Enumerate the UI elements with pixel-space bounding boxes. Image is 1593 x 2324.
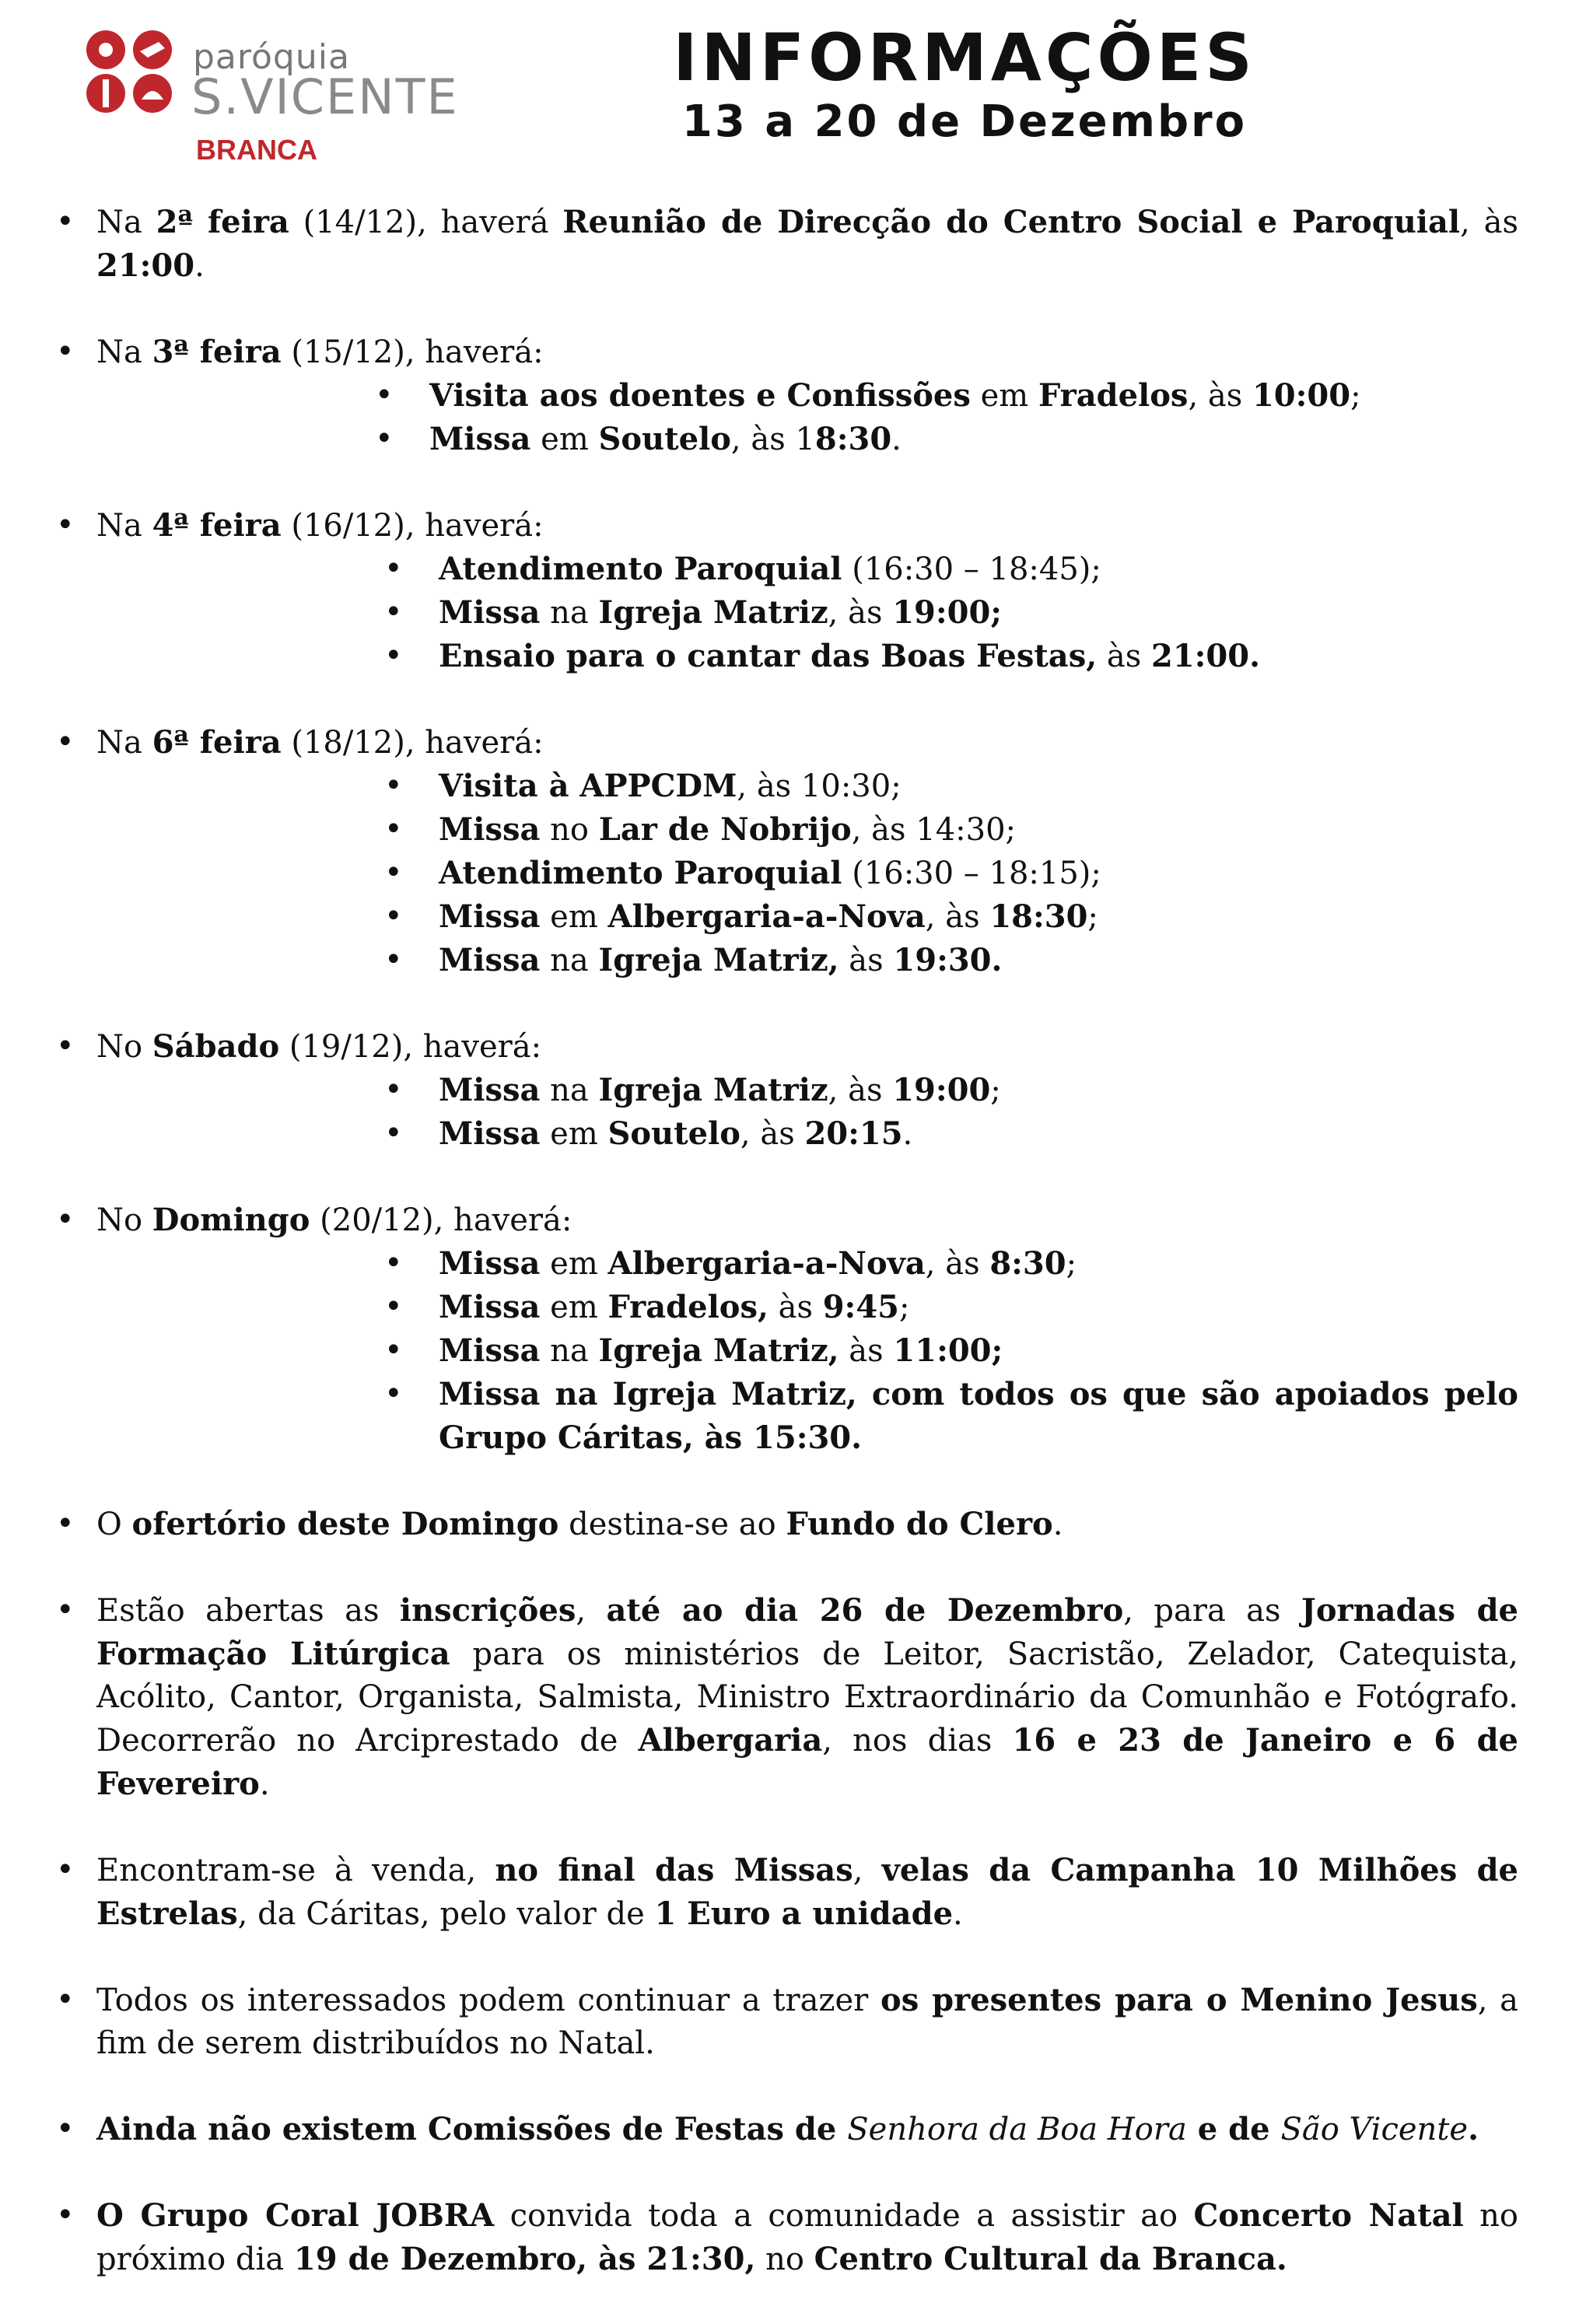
announcement-sunday: • No Domingo (20/12), haverá: • Missa em Albergaria-a-Nova, às 8:30; • Missa em Fradelos, às 9:45; • Missa na Igreja Matriz, às 11:00; • Missa na Igreja Matriz, com todos os que são apoiados pelo Grupo Cáritas, às 15:30. xyxy=(56,1199,1518,1460)
logo-small-text: paróquia xyxy=(193,37,350,77)
list-item: • Missa no Lar de Nobrijo, às 14:30; xyxy=(384,808,1518,852)
list-item: • Missa na Igreja Matriz, com todos os que são apoiados pelo Grupo Cáritas, às 15:30. xyxy=(384,1373,1518,1460)
list-item: • Missa em Albergaria-a-Nova, às 8:30; xyxy=(384,1242,1518,1286)
list-item: • Missa na Igreja Matriz, às 19:00; xyxy=(384,1069,1518,1112)
parish-logo xyxy=(84,23,459,171)
announcement-friday: • Na 6ª feira (18/12), haverá: • Visita à APPCDM, às 10:30; • Missa no Lar de Nobrijo, às 14:30; • Atendimento Paroquial (16:30 – 18:15); • Missa em Albergaria-a-Nova, às 18:30; • Missa na Igreja Matriz, às 19:30. xyxy=(56,721,1518,982)
page-subtitle: 13 a 20 de Dezembro xyxy=(681,96,1248,147)
list-item: • Visita aos doentes e Confissões em Fradelos, às 10:00; xyxy=(375,374,1518,418)
announcement-candles: • Encontram-se à venda, no final das Missas, velas da Campanha 10 Milhões de Estrelas, da Cáritas, pelo valor de 1 Euro a unidade. xyxy=(56,1849,1518,1936)
list-item: • Ensaio para o cantar das Boas Festas, às 21:00. xyxy=(384,635,1518,678)
list-item: • Missa em Fradelos, às 9:45; xyxy=(384,1286,1518,1329)
list-item: • Missa em Albergaria-a-Nova, às 18:30; xyxy=(384,895,1518,939)
logo-main-text: S.VICENTE xyxy=(191,68,459,125)
page-title: INFORMAÇÕES xyxy=(673,19,1256,96)
announcement-saturday: • No Sábado (19/12), haverá: • Missa na Igreja Matriz, às 19:00; • Missa em Soutelo, às 20:15. xyxy=(56,1025,1518,1156)
announcement-monday: • Na 2ª feira (14/12), haverá Reunião de Direcção do Centro Social e Paroquial, às 21:00. xyxy=(56,201,1518,288)
announcement-wednesday: • Na 4ª feira (16/12), haverá: • Atendimento Paroquial (16:30 – 18:45); • Missa na Igreja Matriz, às 19:00; • Ensaio para o cantar das Boas Festas, às 21:00. xyxy=(56,504,1518,678)
announcement-concert: • O Grupo Coral JOBRA convida toda a comunidade a assistir ao Concerto Natal no próximo dia 19 de Dezembro, às 21:30, no Centro Cultural da Branca. xyxy=(56,2194,1518,2281)
sao-vicente-logo-icon xyxy=(84,28,176,115)
list-item: • Missa na Igreja Matriz, às 19:30. xyxy=(384,939,1518,982)
logo-town-text: BRANCA xyxy=(196,134,317,166)
announcements-list xyxy=(56,201,1518,2324)
announcement-gifts: • Todos os interessados podem continuar a trazer os presentes para o Menino Jesus, a fim de serem distribuídos no Natal. xyxy=(56,1979,1518,2065)
list-item: • Missa em Soutelo, às 20:15. xyxy=(384,1112,1518,1156)
announcement-registrations: • Estão abertas as inscrições, até ao dia 26 de Dezembro, para as Jornadas de Formação Litúrgica para os ministérios de Leitor, Sacristão, Zelador, Catequista, Acólito, Cantor, Organista, Salmista, Ministro Extraordinário da Comunhão e Fotógrafo. Decorrerão no Arciprestado de Albergaria, nos dias 16 e 23 de Janeiro e 6 de Fevereiro. xyxy=(56,1589,1518,1806)
list-item: • Missa em Soutelo, às 18:30. xyxy=(375,418,1518,461)
list-item: • Missa na Igreja Matriz, às 19:00; xyxy=(384,591,1518,635)
friday-schedule xyxy=(96,765,1518,982)
list-item: • Atendimento Paroquial (16:30 – 18:45); xyxy=(384,548,1518,591)
tuesday-schedule xyxy=(96,374,1518,461)
announcement-offertory: • O ofertório deste Domingo destina-se ao Fundo do Clero. xyxy=(56,1503,1518,1546)
announcement-committees: • Ainda não existem Comissões de Festas de Senhora da Boa Hora e de São Vicente. xyxy=(56,2108,1518,2151)
list-item: • Visita à APPCDM, às 10:30; xyxy=(384,765,1518,808)
wednesday-schedule xyxy=(96,548,1518,678)
saturday-schedule xyxy=(96,1069,1518,1156)
page-header xyxy=(0,0,1593,179)
announcement-tuesday: • Na 3ª feira (15/12), haverá: • Visita aos doentes e Confissões em Fradelos, às 10:00; • Missa em Soutelo, às 18:30. xyxy=(56,331,1518,461)
list-item: • Atendimento Paroquial (16:30 – 18:15); xyxy=(384,852,1518,895)
list-item: • Missa na Igreja Matriz, às 11:00; xyxy=(384,1329,1518,1373)
sunday-schedule xyxy=(96,1242,1518,1460)
